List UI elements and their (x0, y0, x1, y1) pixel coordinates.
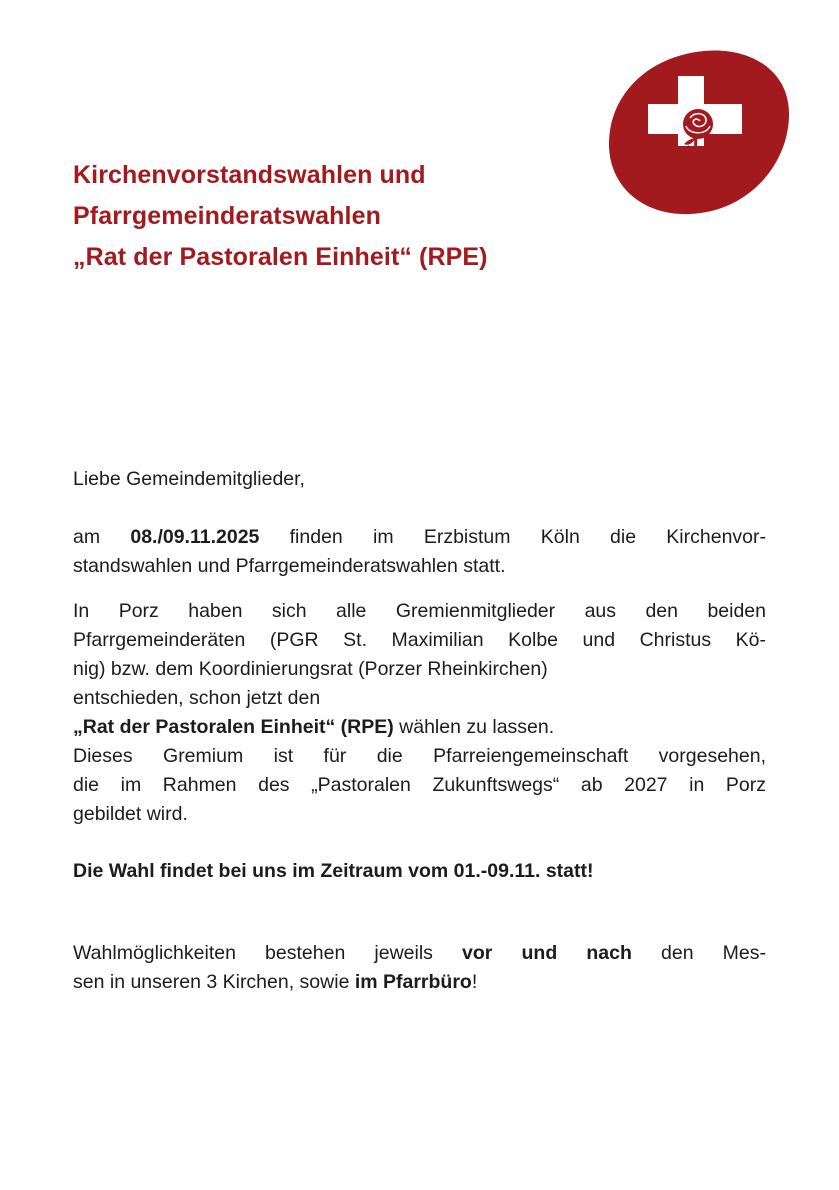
paragraph2-line5-rest: wählen zu lassen. (393, 716, 555, 738)
paragraph1-line1 (73, 523, 766, 552)
paragraph2-line5 (73, 713, 766, 742)
greeting (73, 465, 766, 494)
cross-with-rose-logo (608, 46, 790, 216)
greeting-text: Liebe Gemeindemitglieder, (73, 468, 305, 490)
paragraph-rpe-info (73, 597, 766, 829)
page-title (73, 155, 488, 278)
paragraph3-line1-rest: den Mes- (631, 942, 766, 964)
paragraph1-line1-rest: finden im Erzbistum Köln die Kirchenvor- (259, 526, 766, 548)
paragraph2-line7: die im Rahmen des „Pastoralen Zukunftswegs“ ab 2027 in Porz (73, 774, 766, 796)
title-line-1: Kirchenvorstandswahlen und (73, 161, 426, 189)
rpe-name: „Rat der Pastoralen Einheit“ (RPE) (73, 716, 394, 738)
paragraph2-line3: nig) bzw. dem Koordinierungsrat (Porzer Rheinkirchen) (73, 658, 548, 680)
before-after-highlight: vor und nach (462, 942, 632, 964)
parish-office-highlight: im Pfarrbüro (354, 971, 472, 993)
paragraph2-line1: In Porz haben sich alle Gremienmitglieder aus den beiden (73, 600, 766, 622)
election-period-notice (73, 857, 766, 886)
paragraph3-line1 (73, 939, 766, 968)
paragraph1-pre: am (73, 526, 131, 548)
paragraph2-line2: Pfarrgemeinderäten (PGR St. Maximilian Kolbe und Christus Kö- (73, 629, 766, 651)
paragraph1-line2: standswahlen und Pfarrgemeinderatswahlen statt. (73, 555, 506, 577)
paragraph2-line8: gebildet wird. (73, 803, 188, 825)
paragraph3-line2-pre: sen in unseren 3 Kirchen, sowie (73, 971, 355, 993)
election-date: 08./09.11.2025 (130, 526, 260, 548)
paragraph3-line1-pre: Wahlmöglichkeiten bestehen jeweils (73, 942, 463, 964)
paragraph-voting-options (73, 939, 766, 997)
paragraph2-line4: entschieden, schon jetzt den (73, 687, 321, 709)
paragraph2-line6: Dieses Gremium ist für die Pfarreiengemeinschaft vorgesehen, (73, 745, 766, 767)
notice-text: Die Wahl findet bei uns im Zeitraum vom 01.-09.11. statt! (73, 860, 594, 882)
title-line-3: „Rat der Pastoralen Einheit“ (RPE) (73, 243, 488, 271)
paragraph3-line2 (73, 968, 766, 997)
paragraph-election-date (73, 523, 766, 581)
paragraph3-line2-rest: ! (471, 971, 478, 993)
title-line-2: Pfarrgemeinderatswahlen (73, 202, 381, 230)
